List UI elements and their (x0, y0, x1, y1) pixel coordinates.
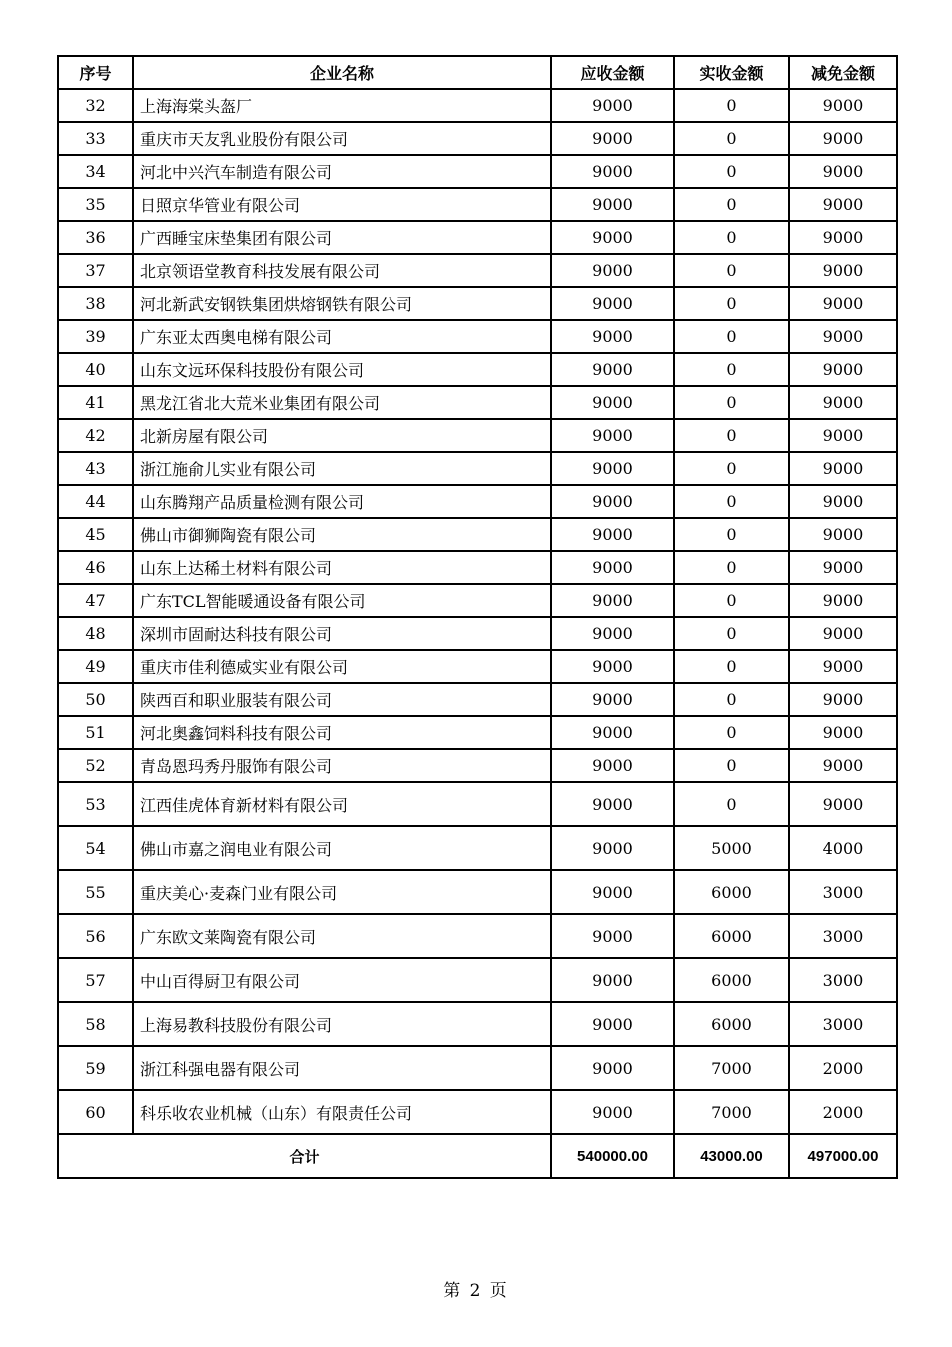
table-row (58, 89, 897, 122)
table-row (58, 1002, 897, 1046)
reduced-cell: 3000 (789, 870, 897, 914)
received-cell: 0 (674, 650, 789, 683)
company-name-cell: 上海易教科技股份有限公司 (133, 1002, 551, 1046)
reduced-cell: 3000 (789, 914, 897, 958)
reduced-cell: 3000 (789, 1002, 897, 1046)
received-cell: 0 (674, 749, 789, 782)
received-cell: 0 (674, 584, 789, 617)
reduced-cell: 9000 (789, 485, 897, 518)
company-name-cell: 深圳市固耐达科技有限公司 (133, 617, 551, 650)
table-row (58, 617, 897, 650)
header-receivable-amount: 应收金额 (551, 56, 674, 89)
reduced-cell: 9000 (789, 419, 897, 452)
receivable-cell: 9000 (551, 683, 674, 716)
row-number-cell: 60 (58, 1090, 133, 1134)
received-cell: 0 (674, 254, 789, 287)
receivable-cell: 9000 (551, 584, 674, 617)
company-name-cell: 佛山市御狮陶瓷有限公司 (133, 518, 551, 551)
table-row (58, 254, 897, 287)
reduced-cell: 9000 (789, 782, 897, 826)
table-row (58, 716, 897, 749)
received-cell: 0 (674, 716, 789, 749)
reduced-cell: 9000 (789, 452, 897, 485)
table-row (58, 452, 897, 485)
table-row (58, 683, 897, 716)
row-number-cell: 52 (58, 749, 133, 782)
reduced-cell: 9000 (789, 254, 897, 287)
company-name-cell: 浙江施俞儿实业有限公司 (133, 452, 551, 485)
reduced-cell: 9000 (789, 584, 897, 617)
header-company-name: 企业名称 (133, 56, 551, 89)
company-name-cell: 广东欧文莱陶瓷有限公司 (133, 914, 551, 958)
row-number-cell: 58 (58, 1002, 133, 1046)
row-number-cell: 43 (58, 452, 133, 485)
table-row (58, 122, 897, 155)
row-number-cell: 47 (58, 584, 133, 617)
receivable-cell: 9000 (551, 1090, 674, 1134)
table-row (58, 782, 897, 826)
received-cell: 0 (674, 617, 789, 650)
total-label: 合计 (58, 1134, 551, 1178)
row-number-cell: 49 (58, 650, 133, 683)
receivable-cell: 9000 (551, 782, 674, 826)
row-number-cell: 51 (58, 716, 133, 749)
receivable-cell: 9000 (551, 914, 674, 958)
header-row-number: 序号 (58, 56, 133, 89)
company-name-cell: 日照京华管业有限公司 (133, 188, 551, 221)
received-cell: 0 (674, 419, 789, 452)
received-cell: 0 (674, 683, 789, 716)
receivable-cell: 9000 (551, 221, 674, 254)
reduced-cell: 9000 (789, 122, 897, 155)
company-name-cell: 青岛恩玛秀丹服饰有限公司 (133, 749, 551, 782)
row-number-cell: 53 (58, 782, 133, 826)
company-name-cell: 北京领语堂教育科技发展有限公司 (133, 254, 551, 287)
row-number-cell: 55 (58, 870, 133, 914)
table-row (58, 1090, 897, 1134)
reduced-cell: 9000 (789, 386, 897, 419)
reduced-cell: 9000 (789, 518, 897, 551)
row-number-cell: 35 (58, 188, 133, 221)
row-number-cell: 38 (58, 287, 133, 320)
fee-table (57, 55, 898, 1179)
table-row (58, 353, 897, 386)
row-number-cell: 40 (58, 353, 133, 386)
receivable-cell: 9000 (551, 958, 674, 1002)
company-name-cell: 中山百得厨卫有限公司 (133, 958, 551, 1002)
received-cell: 6000 (674, 1002, 789, 1046)
company-name-cell: 北新房屋有限公司 (133, 419, 551, 452)
table-row (58, 518, 897, 551)
received-cell: 0 (674, 485, 789, 518)
reduced-cell: 9000 (789, 287, 897, 320)
table-row (58, 870, 897, 914)
receivable-cell: 9000 (551, 452, 674, 485)
receivable-cell: 9000 (551, 122, 674, 155)
company-name-cell: 重庆市天友乳业股份有限公司 (133, 122, 551, 155)
received-cell: 0 (674, 386, 789, 419)
company-name-cell: 科乐收农业机械（山东）有限责任公司 (133, 1090, 551, 1134)
row-number-cell: 48 (58, 617, 133, 650)
table-row (58, 1046, 897, 1090)
row-number-cell: 44 (58, 485, 133, 518)
receivable-cell: 9000 (551, 353, 674, 386)
table-row (58, 419, 897, 452)
receivable-cell: 9000 (551, 419, 674, 452)
received-cell: 0 (674, 518, 789, 551)
company-name-cell: 河北新武安钢铁集团烘熔钢铁有限公司 (133, 287, 551, 320)
receivable-cell: 9000 (551, 870, 674, 914)
row-number-cell: 54 (58, 826, 133, 870)
row-number-cell: 42 (58, 419, 133, 452)
received-cell: 0 (674, 188, 789, 221)
reduced-cell: 2000 (789, 1090, 897, 1134)
row-number-cell: 34 (58, 155, 133, 188)
receivable-cell: 9000 (551, 1002, 674, 1046)
receivable-cell: 9000 (551, 826, 674, 870)
receivable-cell: 9000 (551, 716, 674, 749)
received-cell: 0 (674, 122, 789, 155)
reduced-cell: 9000 (789, 749, 897, 782)
received-cell: 7000 (674, 1090, 789, 1134)
receivable-cell: 9000 (551, 386, 674, 419)
page-number: 第 2 页 (443, 1281, 509, 1301)
reduced-cell: 9000 (789, 89, 897, 122)
table-row (58, 584, 897, 617)
table-row (58, 485, 897, 518)
receivable-cell: 9000 (551, 320, 674, 353)
received-cell: 0 (674, 452, 789, 485)
received-cell: 6000 (674, 914, 789, 958)
receivable-cell: 9000 (551, 617, 674, 650)
company-name-cell: 广东TCL智能暖通设备有限公司 (133, 584, 551, 617)
total-received: 43000.00 (674, 1134, 789, 1178)
company-name-cell: 广东亚太西奥电梯有限公司 (133, 320, 551, 353)
company-name-cell: 重庆美心·麦森门业有限公司 (133, 870, 551, 914)
table-row (58, 826, 897, 870)
receivable-cell: 9000 (551, 254, 674, 287)
row-number-cell: 39 (58, 320, 133, 353)
reduced-cell: 9000 (789, 683, 897, 716)
company-name-cell: 陕西百和职业服装有限公司 (133, 683, 551, 716)
table-row (58, 650, 897, 683)
row-number-cell: 41 (58, 386, 133, 419)
received-cell: 0 (674, 320, 789, 353)
receivable-cell: 9000 (551, 551, 674, 584)
received-cell: 5000 (674, 826, 789, 870)
reduced-cell: 2000 (789, 1046, 897, 1090)
receivable-cell: 9000 (551, 155, 674, 188)
reduced-cell: 9000 (789, 353, 897, 386)
table-row (58, 551, 897, 584)
company-name-cell: 山东腾翔产品质量检测有限公司 (133, 485, 551, 518)
company-name-cell: 河北奥鑫饲料科技有限公司 (133, 716, 551, 749)
row-number-cell: 37 (58, 254, 133, 287)
company-name-cell: 佛山市嘉之润电业有限公司 (133, 826, 551, 870)
received-cell: 0 (674, 353, 789, 386)
receivable-cell: 9000 (551, 485, 674, 518)
received-cell: 0 (674, 89, 789, 122)
company-name-cell: 山东文远环保科技股份有限公司 (133, 353, 551, 386)
total-row (58, 1134, 897, 1178)
company-name-cell: 广西睡宝床垫集团有限公司 (133, 221, 551, 254)
header-received-amount: 实收金额 (674, 56, 789, 89)
reduced-cell: 9000 (789, 188, 897, 221)
company-name-cell: 重庆市佳利德威实业有限公司 (133, 650, 551, 683)
table-row (58, 386, 897, 419)
company-name-cell: 河北中兴汽车制造有限公司 (133, 155, 551, 188)
reduced-cell: 9000 (789, 155, 897, 188)
row-number-cell: 56 (58, 914, 133, 958)
received-cell: 0 (674, 782, 789, 826)
table-row (58, 958, 897, 1002)
reduced-cell: 4000 (789, 826, 897, 870)
received-cell: 7000 (674, 1046, 789, 1090)
table-row (58, 749, 897, 782)
row-number-cell: 59 (58, 1046, 133, 1090)
receivable-cell: 9000 (551, 650, 674, 683)
received-cell: 0 (674, 155, 789, 188)
table-row (58, 221, 897, 254)
reduced-cell: 9000 (789, 650, 897, 683)
company-name-cell: 上海海棠头盔厂 (133, 89, 551, 122)
table-row (58, 188, 897, 221)
received-cell: 0 (674, 287, 789, 320)
table-row (58, 320, 897, 353)
reduced-cell: 9000 (789, 716, 897, 749)
company-name-cell: 江西佳虎体育新材料有限公司 (133, 782, 551, 826)
total-receivable: 540000.00 (551, 1134, 674, 1178)
receivable-cell: 9000 (551, 188, 674, 221)
total-reduced: 497000.00 (789, 1134, 897, 1178)
company-name-cell: 山东上达稀土材料有限公司 (133, 551, 551, 584)
table-body (58, 89, 897, 1134)
company-name-cell: 浙江科强电器有限公司 (133, 1046, 551, 1090)
company-name-cell: 黑龙江省北大荒米业集团有限公司 (133, 386, 551, 419)
row-number-cell: 33 (58, 122, 133, 155)
received-cell: 0 (674, 551, 789, 584)
row-number-cell: 36 (58, 221, 133, 254)
received-cell: 6000 (674, 958, 789, 1002)
reduced-cell: 9000 (789, 617, 897, 650)
table-row (58, 914, 897, 958)
receivable-cell: 9000 (551, 749, 674, 782)
table-header-row (58, 56, 897, 89)
receivable-cell: 9000 (551, 89, 674, 122)
received-cell: 6000 (674, 870, 789, 914)
received-cell: 0 (674, 221, 789, 254)
reduced-cell: 9000 (789, 551, 897, 584)
receivable-cell: 9000 (551, 1046, 674, 1090)
row-number-cell: 45 (58, 518, 133, 551)
row-number-cell: 32 (58, 89, 133, 122)
row-number-cell: 57 (58, 958, 133, 1002)
header-reduced-amount: 减免金额 (789, 56, 897, 89)
receivable-cell: 9000 (551, 518, 674, 551)
row-number-cell: 46 (58, 551, 133, 584)
row-number-cell: 50 (58, 683, 133, 716)
table-row (58, 155, 897, 188)
reduced-cell: 3000 (789, 958, 897, 1002)
reduced-cell: 9000 (789, 221, 897, 254)
reduced-cell: 9000 (789, 320, 897, 353)
table-row (58, 287, 897, 320)
receivable-cell: 9000 (551, 287, 674, 320)
